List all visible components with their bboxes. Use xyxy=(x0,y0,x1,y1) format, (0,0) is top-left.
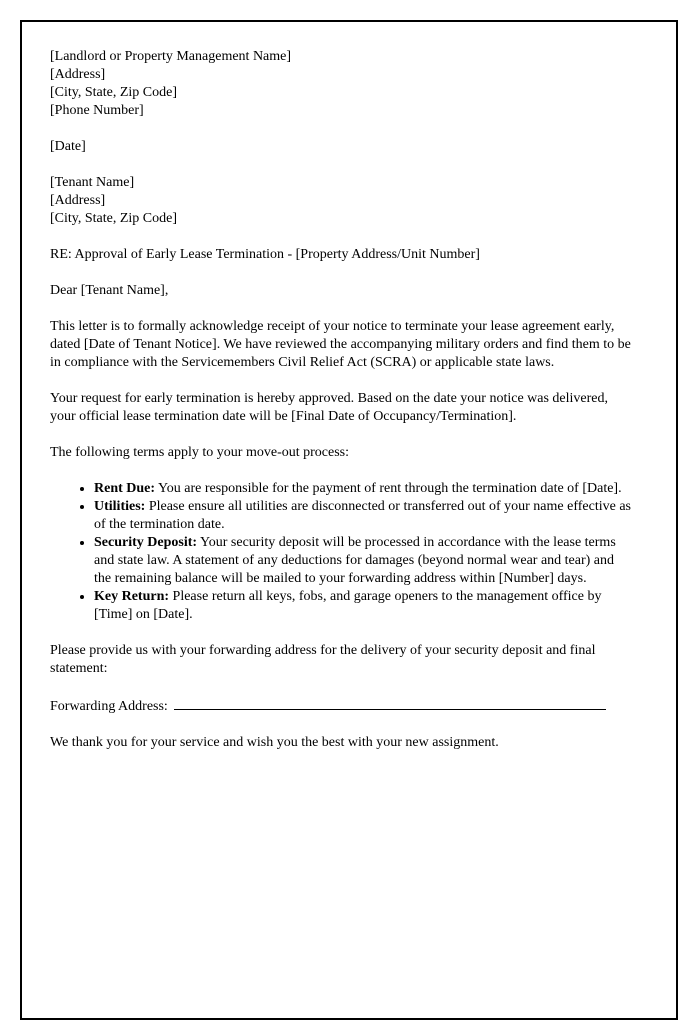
bullet-label: Utilities: xyxy=(94,499,146,514)
bullet-item-key-return xyxy=(94,588,634,624)
terms-list xyxy=(50,480,634,624)
paragraph-approval: Your request for early termination is hereby approved. Based on the date your notice was delivered, your official lease termination date will be [Final Date of Occupancy/Termination]. xyxy=(50,391,609,424)
recipient-address: [Address] xyxy=(50,193,106,208)
subject-line: RE: Approval of Early Lease Termination - [Property Address/Unit Number] xyxy=(50,247,480,262)
sender-city-state-zip: [City, State, Zip Code] xyxy=(50,85,178,100)
sender-address: [Address] xyxy=(50,67,106,82)
salutation: Dear [Tenant Name], xyxy=(50,283,169,298)
bullet-label: Rent Due: xyxy=(94,481,156,496)
bullet-text: Please return all keys, fobs, and garage openers to the management office by [Time] on [Date]. xyxy=(94,589,602,622)
sender-name: [Landlord or Property Management Name] xyxy=(50,49,292,64)
letter-page xyxy=(20,20,678,1020)
bullet-text: Your security deposit will be processed in accordance with the lease terms and state law. A statement of any deductions for damages (beyond normal wear and tear) and the remaining balance will be mailed to your forwarding address within [Number] days. xyxy=(94,535,616,586)
date-line: [Date] xyxy=(50,139,86,154)
recipient-name: [Tenant Name] xyxy=(50,175,135,190)
bullet-label: Key Return: xyxy=(94,589,170,604)
recipient-city-state-zip: [City, State, Zip Code] xyxy=(50,211,178,226)
paragraph-terms-intro: The following terms apply to your move-out process: xyxy=(50,445,349,460)
paragraph-acknowledge: This letter is to formally acknowledge receipt of your notice to terminate your lease agreement early, dated [Date of Tenant Notice]. We have reviewed the accompanying military orders and find them to be in compliance with the Servicemembers Civil Relief Act (SCRA) or applicable state laws. xyxy=(50,319,631,370)
recipient-address-block xyxy=(50,174,634,228)
bullet-item-utilities xyxy=(94,498,634,534)
bullet-text: Please ensure all utilities are disconnected or transferred out of your name effective as of the termination date. xyxy=(94,499,631,532)
sender-address-block xyxy=(50,48,634,120)
forwarding-address-row xyxy=(50,696,634,716)
forwarding-address-blank xyxy=(174,696,606,710)
bullet-label: Security Deposit: xyxy=(94,535,198,550)
paragraph-forwarding-request: Please provide us with your forwarding address for the delivery of your security deposit and final statement: xyxy=(50,643,596,676)
closing-line: We thank you for your service and wish you the best with your new assignment. xyxy=(50,735,499,750)
letter-body xyxy=(22,22,676,790)
sender-phone: [Phone Number] xyxy=(50,103,144,118)
bullet-item-security-deposit xyxy=(94,534,634,588)
bullet-text: You are responsible for the payment of rent through the termination date of [Date]. xyxy=(158,481,622,496)
bullet-item-rent-due xyxy=(94,480,634,498)
forwarding-address-label: Forwarding Address: xyxy=(50,699,168,714)
